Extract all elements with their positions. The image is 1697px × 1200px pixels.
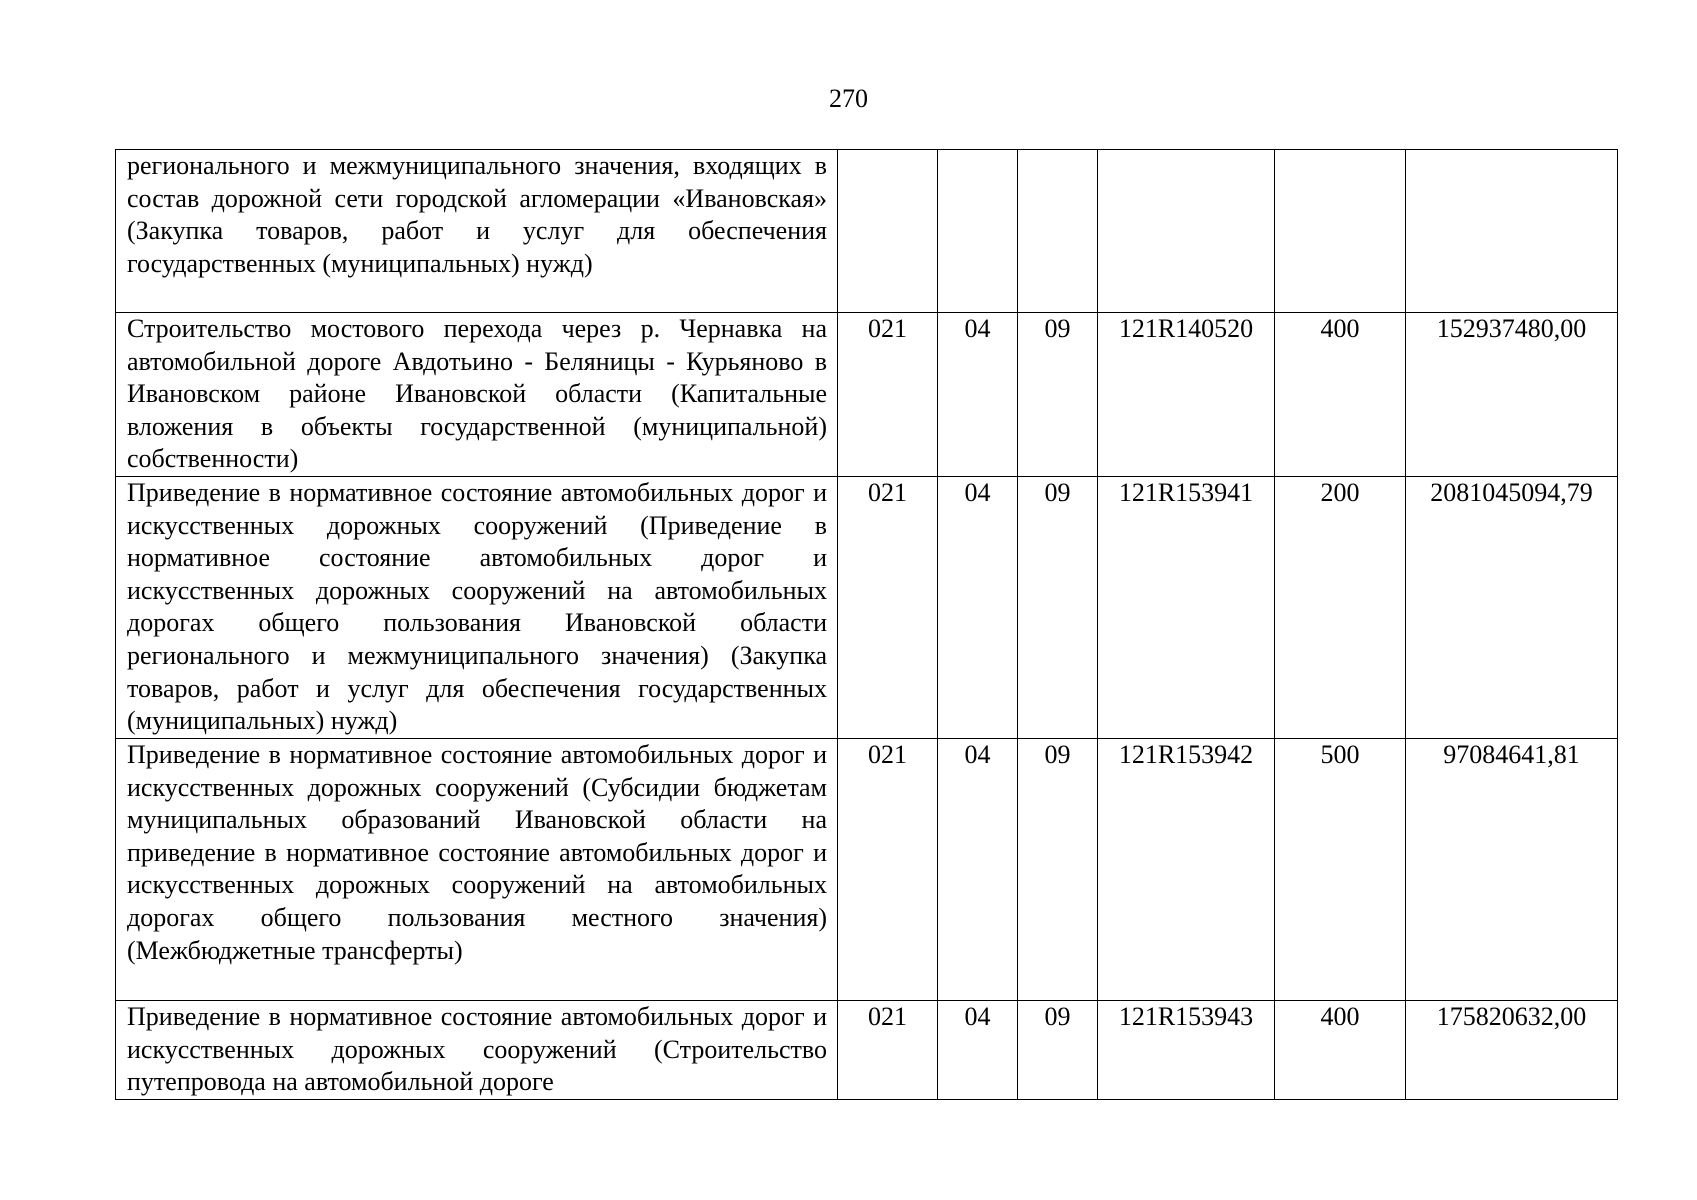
row-description: Строительство мостового перехода через р. Чернавка на автомобильной дороге Авдотьино - Беляницы - Курьяново в Ивановском районе Ивановской области (Капитальные вложения в объекты государственной (муниципальной) собственности) (116, 313, 838, 477)
target-article-code (1098, 150, 1275, 313)
target-article-code: 121R153943 (1098, 1001, 1275, 1100)
subsection-code: 09 (1018, 739, 1098, 1001)
table-row (116, 1001, 1618, 1100)
expense-type-code: 400 (1275, 1001, 1406, 1100)
subsection-code: 09 (1018, 1001, 1098, 1100)
expense-type-code: 500 (1275, 739, 1406, 1001)
amount-value: 97084641,81 (1406, 739, 1618, 1001)
target-article-code: 121R153941 (1098, 477, 1275, 739)
table-row (116, 477, 1618, 739)
ministry-code (838, 150, 938, 313)
row-description: Приведение в нормативное состояние автомобильных дорог и искусственных дорожных сооружений (Приведение в нормативное состояние автомобильных дорог и искусственных дорожных сооружений на автомобильных дорогах общего пользования Ивановской области регионального и межмуниципального значения) (Закупка товаров, работ и услуг для обеспечения государственных (муниципальных) нужд) (116, 477, 838, 739)
row-description: Приведение в нормативное состояние автомобильных дорог и искусственных дорожных сооружений (Субсидии бюджетам муниципальных образований Ивановской области на приведение в нормативное состояние автомобильных дорог и искусственных дорожных сооружений на автомобильных дорогах общего пользования местного значения) (Межбюджетные трансферты) (116, 739, 838, 1001)
row-description: Приведение в нормативное состояние автомобильных дорог и искусственных дорожных сооружений (Строительство путепровода на автомобильной дороге (116, 1001, 838, 1100)
page-number: 270 (829, 84, 868, 113)
target-article-code: 121R153942 (1098, 739, 1275, 1001)
amount-value (1406, 150, 1618, 313)
table-row (116, 739, 1618, 1001)
expense-type-code: 200 (1275, 477, 1406, 739)
expense-type-code (1275, 150, 1406, 313)
amount-value: 2081045094,79 (1406, 477, 1618, 739)
section-code (938, 150, 1018, 313)
subsection-code: 09 (1018, 477, 1098, 739)
section-code: 04 (938, 1001, 1018, 1100)
subsection-code: 09 (1018, 313, 1098, 477)
budget-table (115, 149, 1618, 1100)
ministry-code: 021 (838, 1001, 938, 1100)
section-code: 04 (938, 313, 1018, 477)
section-code: 04 (938, 477, 1018, 739)
ministry-code: 021 (838, 739, 938, 1001)
table-row (116, 150, 1618, 313)
row-description: регионального и межмуниципального значения, входящих в состав дорожной сети городской агломерации «Ивановская» (Закупка товаров, работ и услуг для обеспечения государственных (муниципальных) нужд) (116, 150, 838, 313)
target-article-code: 121R140520 (1098, 313, 1275, 477)
table-row (116, 313, 1618, 477)
section-code: 04 (938, 739, 1018, 1001)
expense-type-code: 400 (1275, 313, 1406, 477)
amount-value: 152937480,00 (1406, 313, 1618, 477)
amount-value: 175820632,00 (1406, 1001, 1618, 1100)
ministry-code: 021 (838, 313, 938, 477)
subsection-code (1018, 150, 1098, 313)
ministry-code: 021 (838, 477, 938, 739)
